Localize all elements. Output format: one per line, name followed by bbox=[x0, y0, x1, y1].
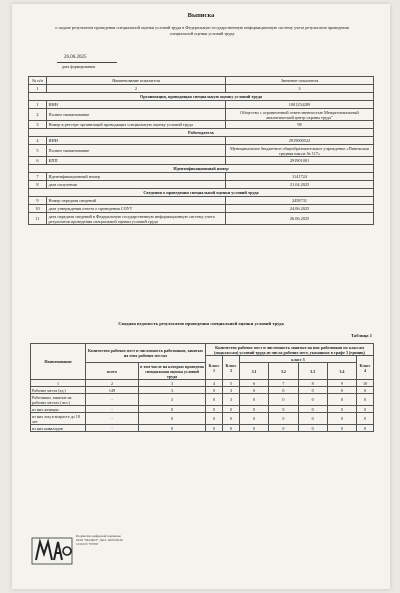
section-title: Организация, проводящая специальную оценку условий труда bbox=[29, 93, 374, 101]
date-underline bbox=[57, 62, 117, 63]
col-number: 7 bbox=[269, 380, 298, 387]
indicators-table bbox=[28, 76, 374, 225]
cell-value: 0 bbox=[223, 425, 240, 432]
cell-value: - bbox=[86, 413, 139, 425]
row-name: дата утверждения отчета о проведении СОУТ bbox=[47, 205, 226, 213]
row-name: ИНН bbox=[47, 101, 226, 109]
row-value: 21.04.2025 bbox=[226, 181, 374, 189]
row-name: Работники, занятые на рабочих местах (чел.) bbox=[31, 394, 86, 406]
row-number: 9 bbox=[29, 197, 47, 205]
cell-value: 0 bbox=[269, 387, 298, 394]
col-header-name: Наименование показателя bbox=[47, 77, 226, 85]
document-sheet bbox=[12, 4, 390, 589]
summary-title: Сводная ведомость результатов проведения специальной оценки условий труда bbox=[118, 321, 284, 326]
cell-value: 0 bbox=[357, 425, 374, 432]
col-header-sub: 3.1 bbox=[240, 363, 269, 380]
cell-value: 3 bbox=[223, 394, 240, 406]
cell-value: 0 bbox=[206, 406, 223, 413]
document-title: Выписка bbox=[187, 12, 215, 19]
col-header-count: Количество рабочих мест и численность работников, занятых на этих рабочих местах bbox=[86, 344, 206, 363]
row-number: 1 bbox=[29, 101, 47, 109]
row-number: 6 bbox=[29, 157, 47, 165]
cell-value: 0 bbox=[269, 413, 298, 425]
cell-value: 0 bbox=[206, 413, 223, 425]
table-row bbox=[31, 406, 374, 413]
cell-value: 0 bbox=[206, 425, 223, 432]
cell-value: 0 bbox=[298, 387, 327, 394]
row-number: 4 bbox=[29, 137, 47, 145]
col-number: 3 bbox=[226, 85, 374, 93]
col-header-class2: Класс 2 bbox=[223, 356, 240, 380]
row-name: дата получения bbox=[47, 181, 226, 189]
cell-value: 0 bbox=[206, 387, 223, 394]
row-name: ИНН bbox=[47, 137, 226, 145]
col-header-sub: 3.3 bbox=[298, 363, 327, 380]
col-header-class4: Класс 4 bbox=[357, 356, 374, 380]
cell-value: 3 bbox=[139, 394, 206, 406]
formation-date: 26.06.2025 bbox=[64, 55, 87, 60]
cell-value: 0 bbox=[357, 413, 374, 425]
cell-value: 0 bbox=[327, 394, 356, 406]
row-value: 1141724 bbox=[226, 173, 374, 181]
row-value: 2919000522 bbox=[226, 137, 374, 145]
row-name: Рабочие места (ед.) bbox=[31, 387, 86, 394]
col-header-sout: в том числе на которых проведена специальная оценка условий труда bbox=[140, 363, 204, 379]
col-number: 5 bbox=[223, 380, 240, 387]
row-name: КПП bbox=[47, 157, 226, 165]
document-subtitle: о подаче результатов проведения специальной оценки условий труда в Федеральную государственную информационную систему учета результатов проведения специальной оценки условий труда bbox=[55, 25, 349, 36]
table-row bbox=[31, 413, 374, 425]
row-number: 3 bbox=[29, 121, 47, 129]
table-row bbox=[31, 425, 374, 432]
cell-value: 0 bbox=[269, 406, 298, 413]
row-value: Общество с ограниченной ответственностью Межрегиональный аналитический центр охраны труда" bbox=[226, 109, 374, 121]
col-header-sub: 3.2 bbox=[269, 363, 298, 380]
row-value: Муниципальное бюджетное общеобразовательное учреждение «Пинежская средняя школа № 117» bbox=[226, 145, 374, 157]
row-number: 5 bbox=[29, 145, 47, 157]
cell-value: 0 bbox=[240, 387, 269, 394]
signature-text: Подписано цифровой подписью ООО "МАЦОТ" Дата: 2025.06.26 12:02:25 +03'00' bbox=[76, 534, 123, 546]
section-title: Идентификационный номер bbox=[29, 165, 374, 173]
cell-value: 0 bbox=[327, 413, 356, 425]
cell-value: 0 bbox=[269, 425, 298, 432]
cell-value: 3 bbox=[223, 387, 240, 394]
cell-value: 0 bbox=[327, 406, 356, 413]
col-header-num: № п/п bbox=[29, 77, 47, 85]
row-number: 10 bbox=[29, 205, 47, 213]
section-title: Работодатель bbox=[29, 129, 374, 137]
row-name: Полное наименование bbox=[47, 145, 226, 157]
table-row bbox=[31, 394, 374, 406]
row-name: из них инвалидов bbox=[31, 425, 86, 432]
row-number: 8 bbox=[29, 181, 47, 189]
row-value: 24.06.2025 bbox=[226, 205, 374, 213]
cell-value: 0 bbox=[298, 406, 327, 413]
cell-value: 0 bbox=[223, 413, 240, 425]
col-number: 1 bbox=[29, 85, 47, 93]
cell-value: 0 bbox=[357, 387, 374, 394]
col-header-class1: Класс 1 bbox=[206, 356, 223, 380]
section-title: Сведения о проведении специальной оценки условий труда bbox=[29, 189, 374, 197]
cell-value: 0 bbox=[139, 425, 206, 432]
cell-value: 0 bbox=[223, 406, 240, 413]
cell-value: 0 bbox=[240, 406, 269, 413]
row-number: 11 bbox=[29, 213, 47, 225]
table-row bbox=[31, 387, 374, 394]
cell-value: 0 bbox=[298, 425, 327, 432]
formation-date-label: дата формирования bbox=[62, 64, 96, 69]
cell-value: 0 bbox=[327, 387, 356, 394]
row-name: Номер в реестре организаций проводящих специальную оценку условий труда bbox=[47, 121, 226, 129]
cell-value: 0 bbox=[269, 394, 298, 406]
col-header-sub: 3.4 bbox=[327, 363, 356, 380]
col-header-value: Значение показателя bbox=[226, 77, 374, 85]
summary-table bbox=[30, 343, 374, 432]
cell-value: 0 bbox=[327, 425, 356, 432]
cell-value: - bbox=[86, 425, 139, 432]
cell-value: 0 bbox=[357, 394, 374, 406]
col-number: 3 bbox=[139, 380, 206, 387]
col-header-name: Наименование bbox=[31, 344, 86, 380]
cell-value: 0 bbox=[139, 413, 206, 425]
row-name: Идентификационный номер bbox=[47, 173, 226, 181]
row-name: из них лиц в возрасте до 18 лет bbox=[31, 413, 86, 425]
row-value: 291901001 bbox=[226, 157, 374, 165]
col-header-classes: Количество рабочих мест и численность занятых на них работников по классам (подклассам) условий труда из числа рабочих мест, указанных в графе 3 (единиц) bbox=[206, 344, 374, 356]
cell-value: 0 bbox=[298, 394, 327, 406]
cell-value: 0 bbox=[357, 406, 374, 413]
col-number: 8 bbox=[298, 380, 327, 387]
row-name: дата передачи сведений в Федеральную государственную информационную систему учета результатов проведения специальной оценки условий труда bbox=[47, 213, 226, 225]
cell-value: 149 bbox=[86, 387, 139, 394]
cell-value: 0 bbox=[206, 394, 223, 406]
row-name: из них женщин bbox=[31, 406, 86, 413]
cell-value: 3 bbox=[139, 387, 206, 394]
col-number: 1 bbox=[31, 380, 86, 387]
table-label: Таблица 1 bbox=[350, 333, 372, 338]
cell-value: 0 bbox=[139, 406, 206, 413]
cell-value: 0 bbox=[240, 413, 269, 425]
row-value: 98 bbox=[226, 121, 374, 129]
col-number: 9 bbox=[327, 380, 356, 387]
cell-value: 0 bbox=[240, 425, 269, 432]
cell-value: - bbox=[86, 406, 139, 413]
cell-value: 0 bbox=[298, 413, 327, 425]
col-number: 2 bbox=[47, 85, 226, 93]
col-number: 2 bbox=[86, 380, 139, 387]
mac-ot-logo-icon bbox=[30, 534, 74, 568]
cell-value: - bbox=[86, 394, 139, 406]
cell-value: 0 bbox=[240, 394, 269, 406]
row-value: 1001254289 bbox=[226, 101, 374, 109]
row-number: 2 bbox=[29, 109, 47, 121]
row-name: Номер передачи сведений bbox=[47, 197, 226, 205]
col-number: 10 bbox=[357, 380, 374, 387]
col-number: 4 bbox=[206, 380, 223, 387]
col-header-total: всего bbox=[86, 363, 139, 380]
row-value: 2458731 bbox=[226, 197, 374, 205]
col-number: 6 bbox=[240, 380, 269, 387]
digital-signature-stamp bbox=[30, 528, 170, 574]
row-number: 7 bbox=[29, 173, 47, 181]
row-value: 26.06.2025 bbox=[226, 213, 374, 225]
row-name: Полное наименование bbox=[47, 109, 226, 121]
col-header-class3: класс 3 bbox=[240, 356, 357, 363]
